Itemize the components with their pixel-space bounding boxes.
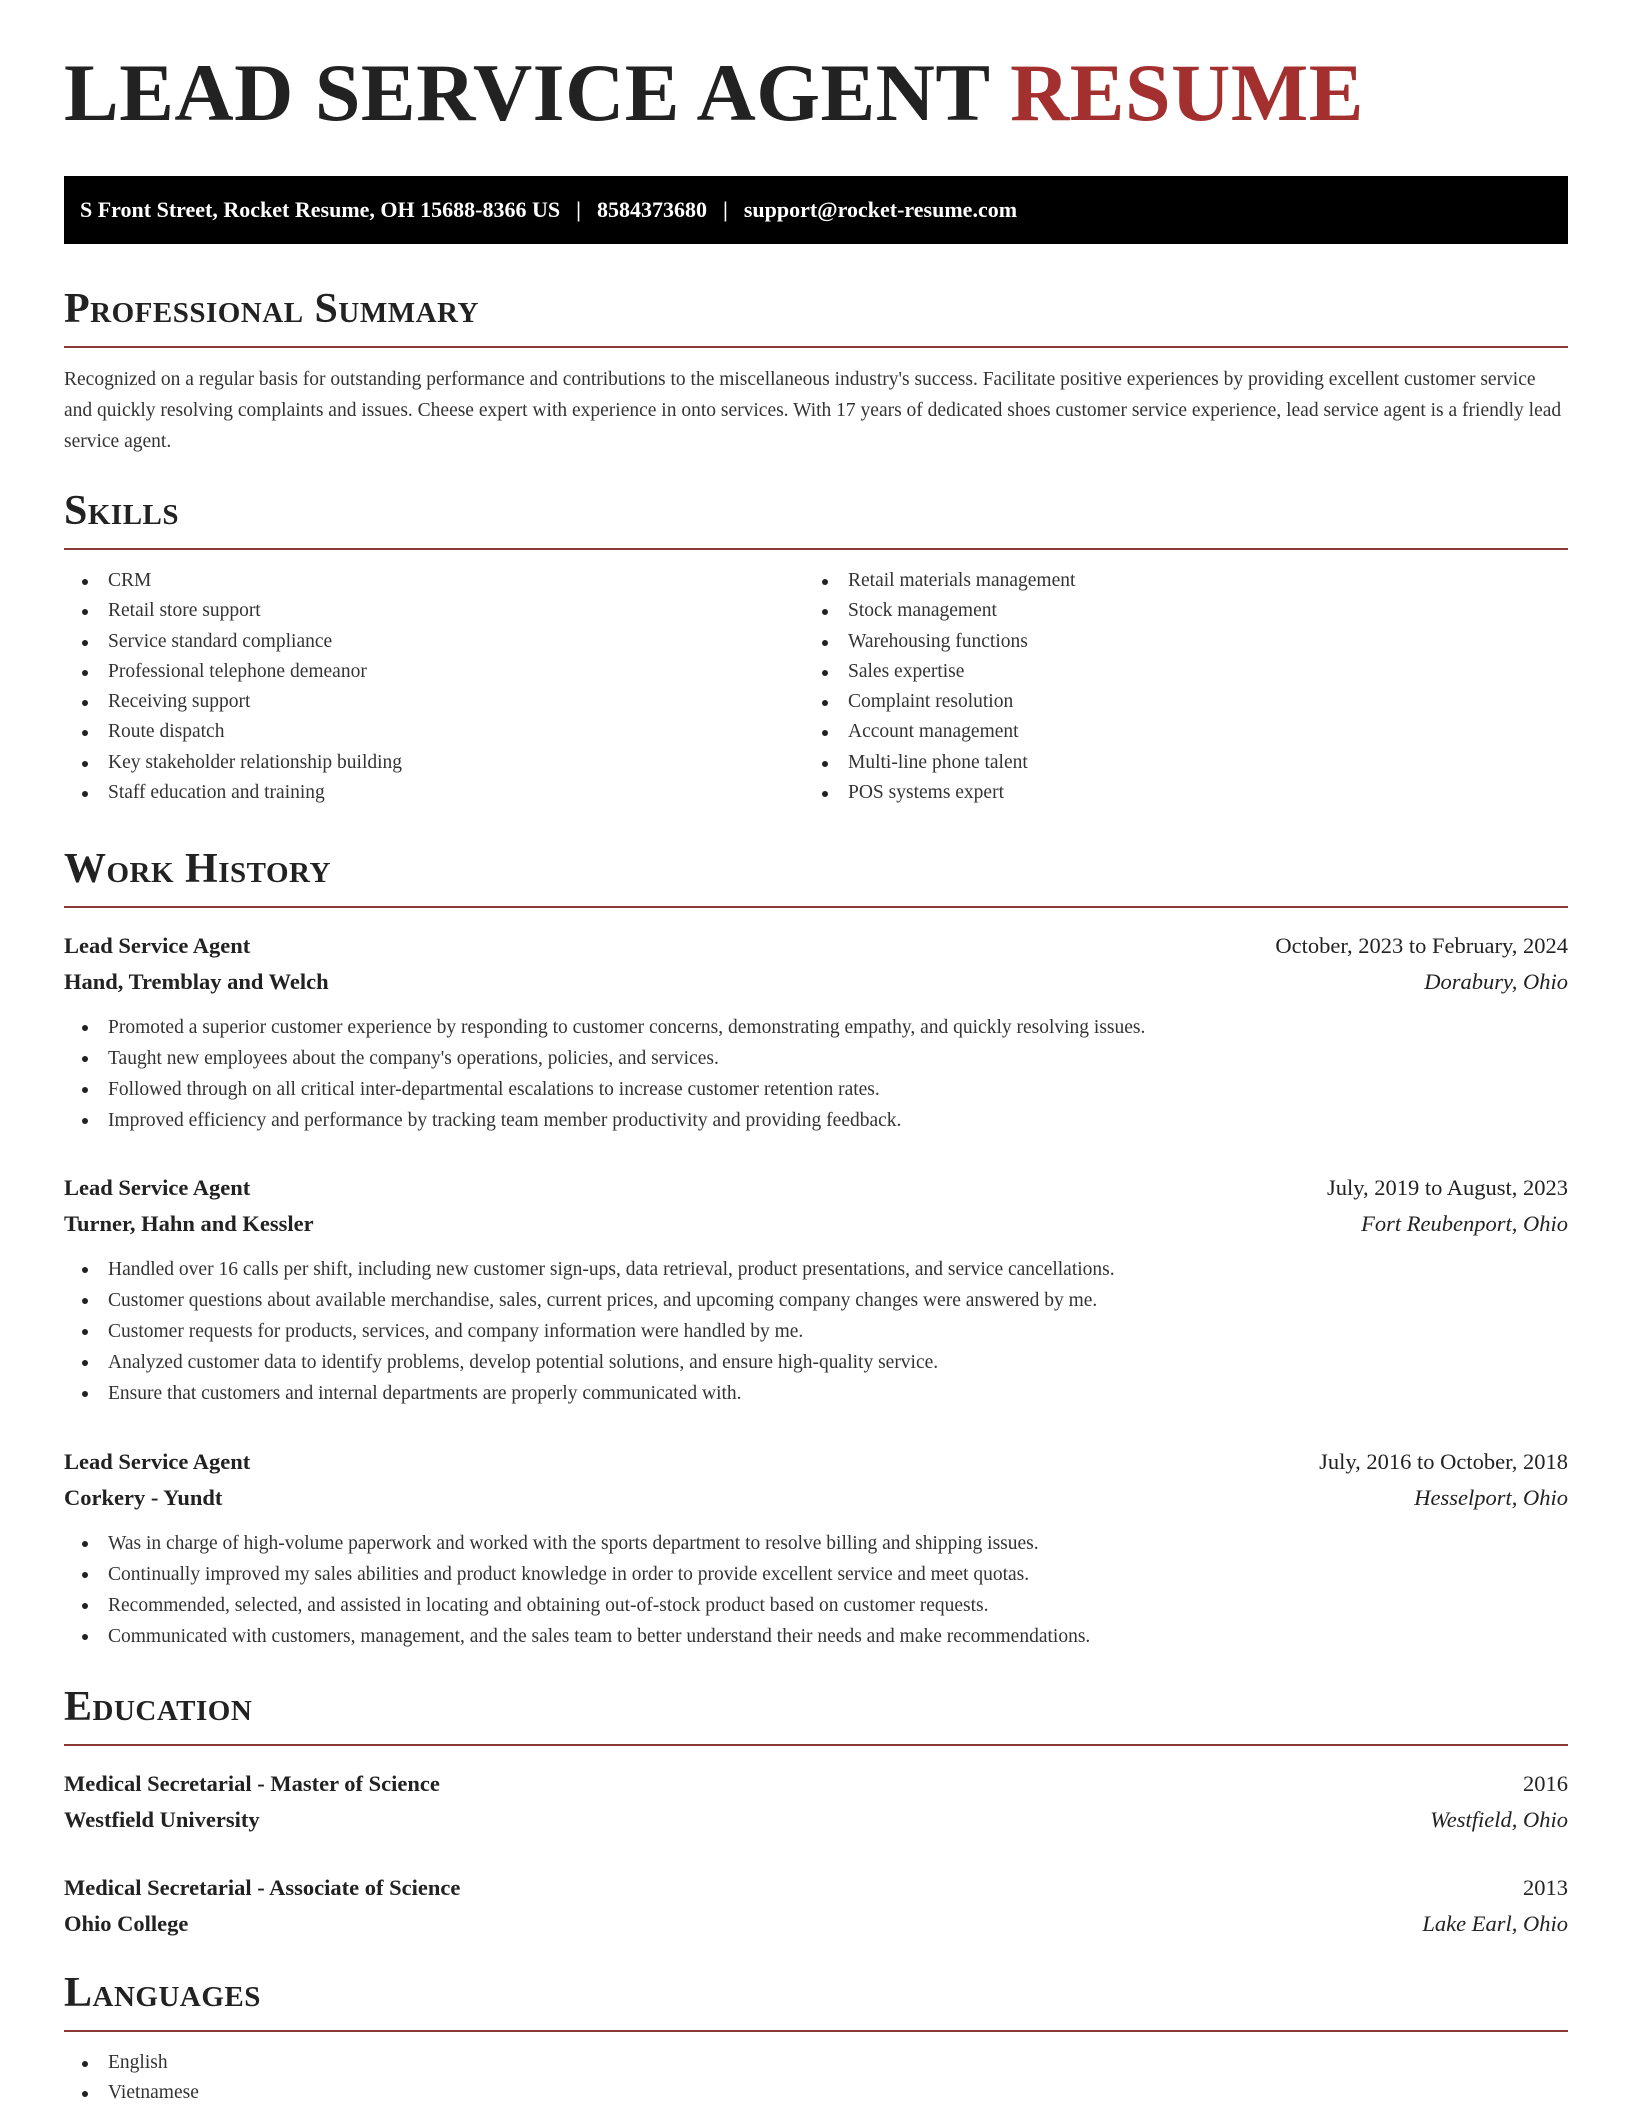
education-degree: Medical Secretarial - Associate of Science (64, 1875, 461, 1900)
resume-title (64, 47, 1364, 138)
languages-list (64, 2048, 1568, 2109)
job-bullets (64, 1528, 1568, 1652)
skill-item: POS systems expert (804, 778, 1544, 808)
title-accent: RESUME (1010, 47, 1364, 138)
skills-section (64, 490, 1568, 808)
job-bullets (64, 1012, 1568, 1136)
education-entry (64, 1870, 1568, 1942)
education-year: 2013 (1523, 1875, 1568, 1900)
section-title-work: Work History (64, 848, 1568, 908)
job-entry (64, 1170, 1568, 1409)
job-bullet: Continually improved my sales abilities and product knowledge in order to provide excellent service and meet quotas. (64, 1559, 1568, 1590)
skill-item: Retail materials management (804, 566, 1544, 596)
skills-list-left (64, 566, 804, 808)
job-bullet: Customer questions about available merchandise, sales, current prices, and upcoming company changes were answered by me. (64, 1285, 1568, 1316)
skill-item: Account management (804, 717, 1544, 747)
language-item: English (64, 2048, 1568, 2078)
job-location: Fort Reubenport, Ohio (1361, 1211, 1568, 1236)
job-bullet: Was in charge of high-volume paperwork and worked with the sports department to resolve billing and shipping issues. (64, 1528, 1568, 1559)
skill-item: Professional telephone demeanor (64, 657, 804, 687)
skill-item: Complaint resolution (804, 687, 1544, 717)
education-school: Ohio College (64, 1911, 189, 1936)
summary-section (64, 288, 1568, 457)
job-company: Hand, Tremblay and Welch (64, 969, 329, 994)
job-location: Dorabury, Ohio (1424, 969, 1568, 994)
education-degree: Medical Secretarial - Master of Science (64, 1771, 440, 1796)
job-bullet: Promoted a superior customer experience by responding to customer concerns, demonstrating empathy, and quickly resolving issues. (64, 1012, 1568, 1043)
job-bullet: Communicated with customers, management, and the sales team to better understand their needs and make recommendations. (64, 1621, 1568, 1652)
job-entry (64, 928, 1568, 1136)
education-year: 2016 (1523, 1771, 1568, 1796)
contact-phone[interactable]: 8584373680 (596, 197, 707, 222)
skill-item: Sales expertise (804, 657, 1544, 687)
skill-item: Stock management (804, 596, 1544, 626)
education-location: Lake Earl, Ohio (1422, 1911, 1568, 1936)
skill-item: Staff education and training (64, 778, 804, 808)
work-section (64, 848, 1568, 908)
job-bullet: Customer requests for products, services, and company information were handled by me. (64, 1316, 1568, 1347)
job-entry (64, 1444, 1568, 1652)
skill-item: Receiving support (64, 687, 804, 717)
job-dates: July, 2019 to August, 2023 (1326, 1175, 1568, 1200)
section-title-summary: Professional Summary (64, 288, 1568, 348)
job-bullet: Handled over 16 calls per shift, including new customer sign-ups, data retrieval, product presentations, and service cancellations. (64, 1254, 1568, 1285)
language-item: Vietnamese (64, 2078, 1568, 2108)
job-location: Hesselport, Ohio (1414, 1485, 1568, 1510)
education-location: Westfield, Ohio (1430, 1807, 1568, 1832)
summary-text: Recognized on a regular basis for outstanding performance and contributions to the miscellaneous industry's success. Facilitate positive experiences by providing excellent customer service and quickly resolving complaints and issues. Cheese expert with experience in onto services. With 17 years of dedicated shoes customer service experience, lead service agent is a friendly lead service agent. (64, 369, 1562, 452)
job-bullet: Analyzed customer data to identify problems, develop potential solutions, and ensure high-quality service. (64, 1347, 1568, 1378)
job-dates: July, 2016 to October, 2018 (1319, 1449, 1568, 1474)
job-bullet: Improved efficiency and performance by tracking team member productivity and providing feedback. (64, 1105, 1568, 1136)
job-title: Lead Service Agent (64, 1175, 251, 1200)
contact-bar (64, 176, 1568, 244)
skill-item: Key stakeholder relationship building (64, 748, 804, 778)
education-school: Westfield University (64, 1807, 260, 1832)
education-section (64, 1686, 1568, 1746)
section-title-education: Education (64, 1686, 1568, 1746)
contact-separator: | (576, 197, 581, 222)
job-dates: October, 2023 to February, 2024 (1275, 933, 1568, 958)
job-bullet: Ensure that customers and internal departments are properly communicated with. (64, 1378, 1568, 1409)
skill-item: Warehousing functions (804, 627, 1544, 657)
section-title-skills: Skills (64, 490, 1568, 550)
title-main: LEAD SERVICE AGENT (64, 47, 990, 138)
job-title: Lead Service Agent (64, 1449, 251, 1474)
skill-item: Retail store support (64, 596, 804, 626)
job-company: Turner, Hahn and Kessler (64, 1211, 314, 1236)
section-title-languages: Languages (64, 1972, 1568, 2032)
skills-list-right (804, 566, 1544, 808)
contact-email[interactable]: support@rocket-resume.com (743, 197, 1018, 222)
languages-section (64, 1972, 1568, 2109)
skill-item: Service standard compliance (64, 627, 804, 657)
contact-address: S Front Street, Rocket Resume, OH 15688-8366 US (80, 197, 561, 222)
job-company: Corkery - Yundt (64, 1485, 223, 1510)
job-bullets (64, 1254, 1568, 1409)
job-title: Lead Service Agent (64, 933, 251, 958)
skill-item: Multi-line phone talent (804, 748, 1544, 778)
job-bullet: Taught new employees about the company's operations, policies, and services. (64, 1043, 1568, 1074)
contact-separator: | (722, 197, 728, 222)
skill-item: CRM (64, 566, 804, 596)
skills-columns (64, 566, 1568, 808)
job-bullet: Followed through on all critical inter-departmental escalations to increase customer retention rates. (64, 1074, 1568, 1105)
skill-item: Route dispatch (64, 717, 804, 747)
education-entry (64, 1766, 1568, 1838)
job-bullet: Recommended, selected, and assisted in locating and obtaining out-of-stock product based on customer requests. (64, 1590, 1568, 1621)
